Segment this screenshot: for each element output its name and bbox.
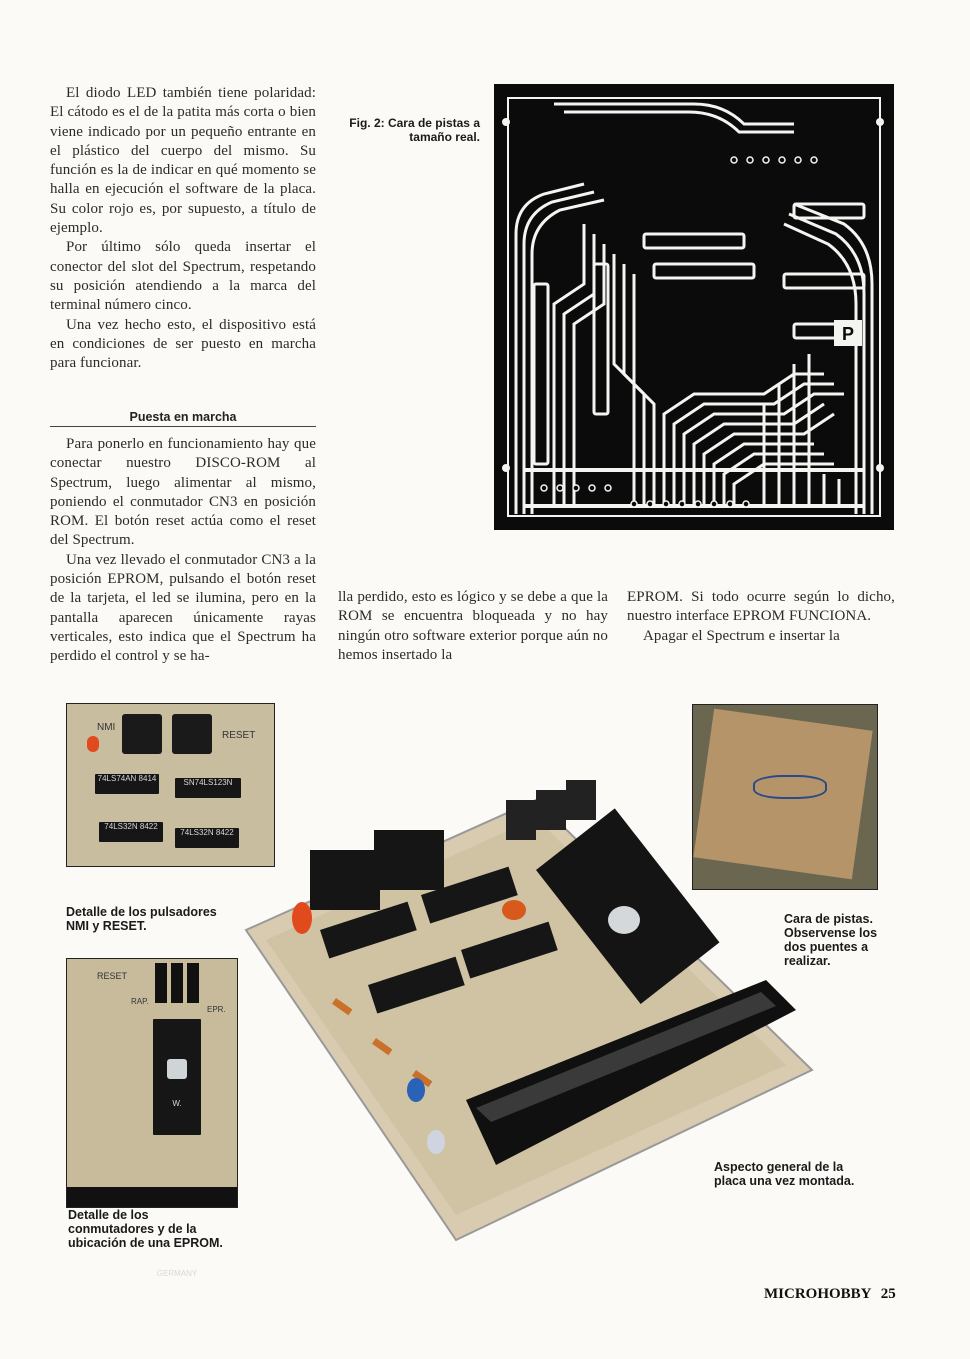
photo4-caption: Aspecto general de la placa una vez montada. bbox=[714, 1160, 855, 1188]
column2-text bbox=[338, 588, 608, 665]
led bbox=[87, 736, 99, 752]
ic-chip: 74LS32N 8422 bbox=[175, 828, 239, 848]
fig2-caption: Fig. 2: Cara de pistas a tamaño real. bbox=[349, 116, 480, 144]
eprom-chip: W. GERMANY bbox=[153, 1019, 201, 1135]
paragraph: Una vez hecho esto, el dispositivo está en condiciones de ser puesto en marcha para funcionar. bbox=[50, 316, 316, 372]
reset-label: RESET bbox=[222, 730, 256, 741]
push-button bbox=[122, 714, 162, 754]
paragraph: EPROM. Si todo ocurre según lo dicho, nuestro interface EPROM FUNCIONA. bbox=[627, 589, 895, 625]
column1-text bbox=[50, 84, 316, 373]
reset-label: RESET bbox=[97, 971, 128, 981]
pcb-track-image bbox=[494, 84, 894, 530]
eprom-window bbox=[167, 1059, 187, 1079]
push-button bbox=[172, 714, 212, 754]
pcb-label: P bbox=[841, 324, 855, 344]
section-heading: Puesta en marcha bbox=[129, 410, 237, 424]
page-number: 25 bbox=[880, 1286, 896, 1302]
paragraph: El diodo LED también tiene polaridad: El cátodo es el de la patita más corta o bien viene indicado por un pequeño entrante en el plástico del cuerpo del mismo. Su función es la de indicar en qué momento se halla en ejecución el software de la placa. Su color rojo es, por supuesto, a título de ejemplo. bbox=[50, 85, 316, 237]
paragraph: Apagar el Spectrum e insertar la bbox=[643, 627, 840, 644]
ic-chip: 74LS74AN 8414 bbox=[95, 774, 159, 794]
switch bbox=[171, 963, 183, 1003]
nmi-label: NMI bbox=[97, 722, 116, 733]
section-rule bbox=[50, 426, 316, 427]
pcb-track-svg bbox=[494, 84, 894, 530]
ic-chip: SN74LS123N bbox=[175, 778, 241, 798]
photo3-caption: Cara de pistas. Observense los dos puentes a realizar. bbox=[784, 912, 878, 968]
switch bbox=[187, 963, 199, 1003]
edge-connector bbox=[67, 1187, 237, 1207]
column1-section-text bbox=[50, 435, 316, 667]
magazine-name: MICROHOBBY bbox=[764, 1286, 871, 1302]
rap-label: RAP. bbox=[131, 997, 149, 1006]
paragraph: Por último sólo queda insertar el conector del slot del Spectrum, respetando su posición atendiendo a la marca del terminal número cinco. bbox=[50, 239, 316, 314]
ic-chip: 74LS32N 8422 bbox=[99, 822, 163, 842]
switch bbox=[155, 963, 167, 1003]
paragraph: Para ponerlo en funcionamiento hay que conectar nuestro DISCO-ROM al Spectrum, luego alimentar al mismo, poniendo el conmutador CN3 en posición ROM. El botón reset actúa como el reset del Spectrum. bbox=[50, 436, 316, 549]
footer bbox=[764, 1286, 896, 1303]
paragraph: Una vez llevado el conmutador CN3 a la posición EPROM, pulsando el botón reset de la tarjeta, el led se ilumina, pero en la pantalla aparecen únicamente rayas verticales, esto indica que el Spectrum ha perdido el control y se ha- bbox=[50, 551, 316, 665]
photo1-caption: Detalle de los pulsadores NMI y RESET. bbox=[66, 905, 217, 933]
column3-text bbox=[627, 588, 895, 646]
photo2-caption: Detalle de los conmutadores y de la ubicación de una EPROM. bbox=[68, 1208, 223, 1250]
epr-label: EPR. bbox=[207, 1005, 226, 1014]
paragraph: lla perdido, esto es lógico y se debe a que la ROM se encuentra bloqueada y no hay ningún otro software exterior porque aún no hemos insertado la bbox=[338, 589, 608, 663]
